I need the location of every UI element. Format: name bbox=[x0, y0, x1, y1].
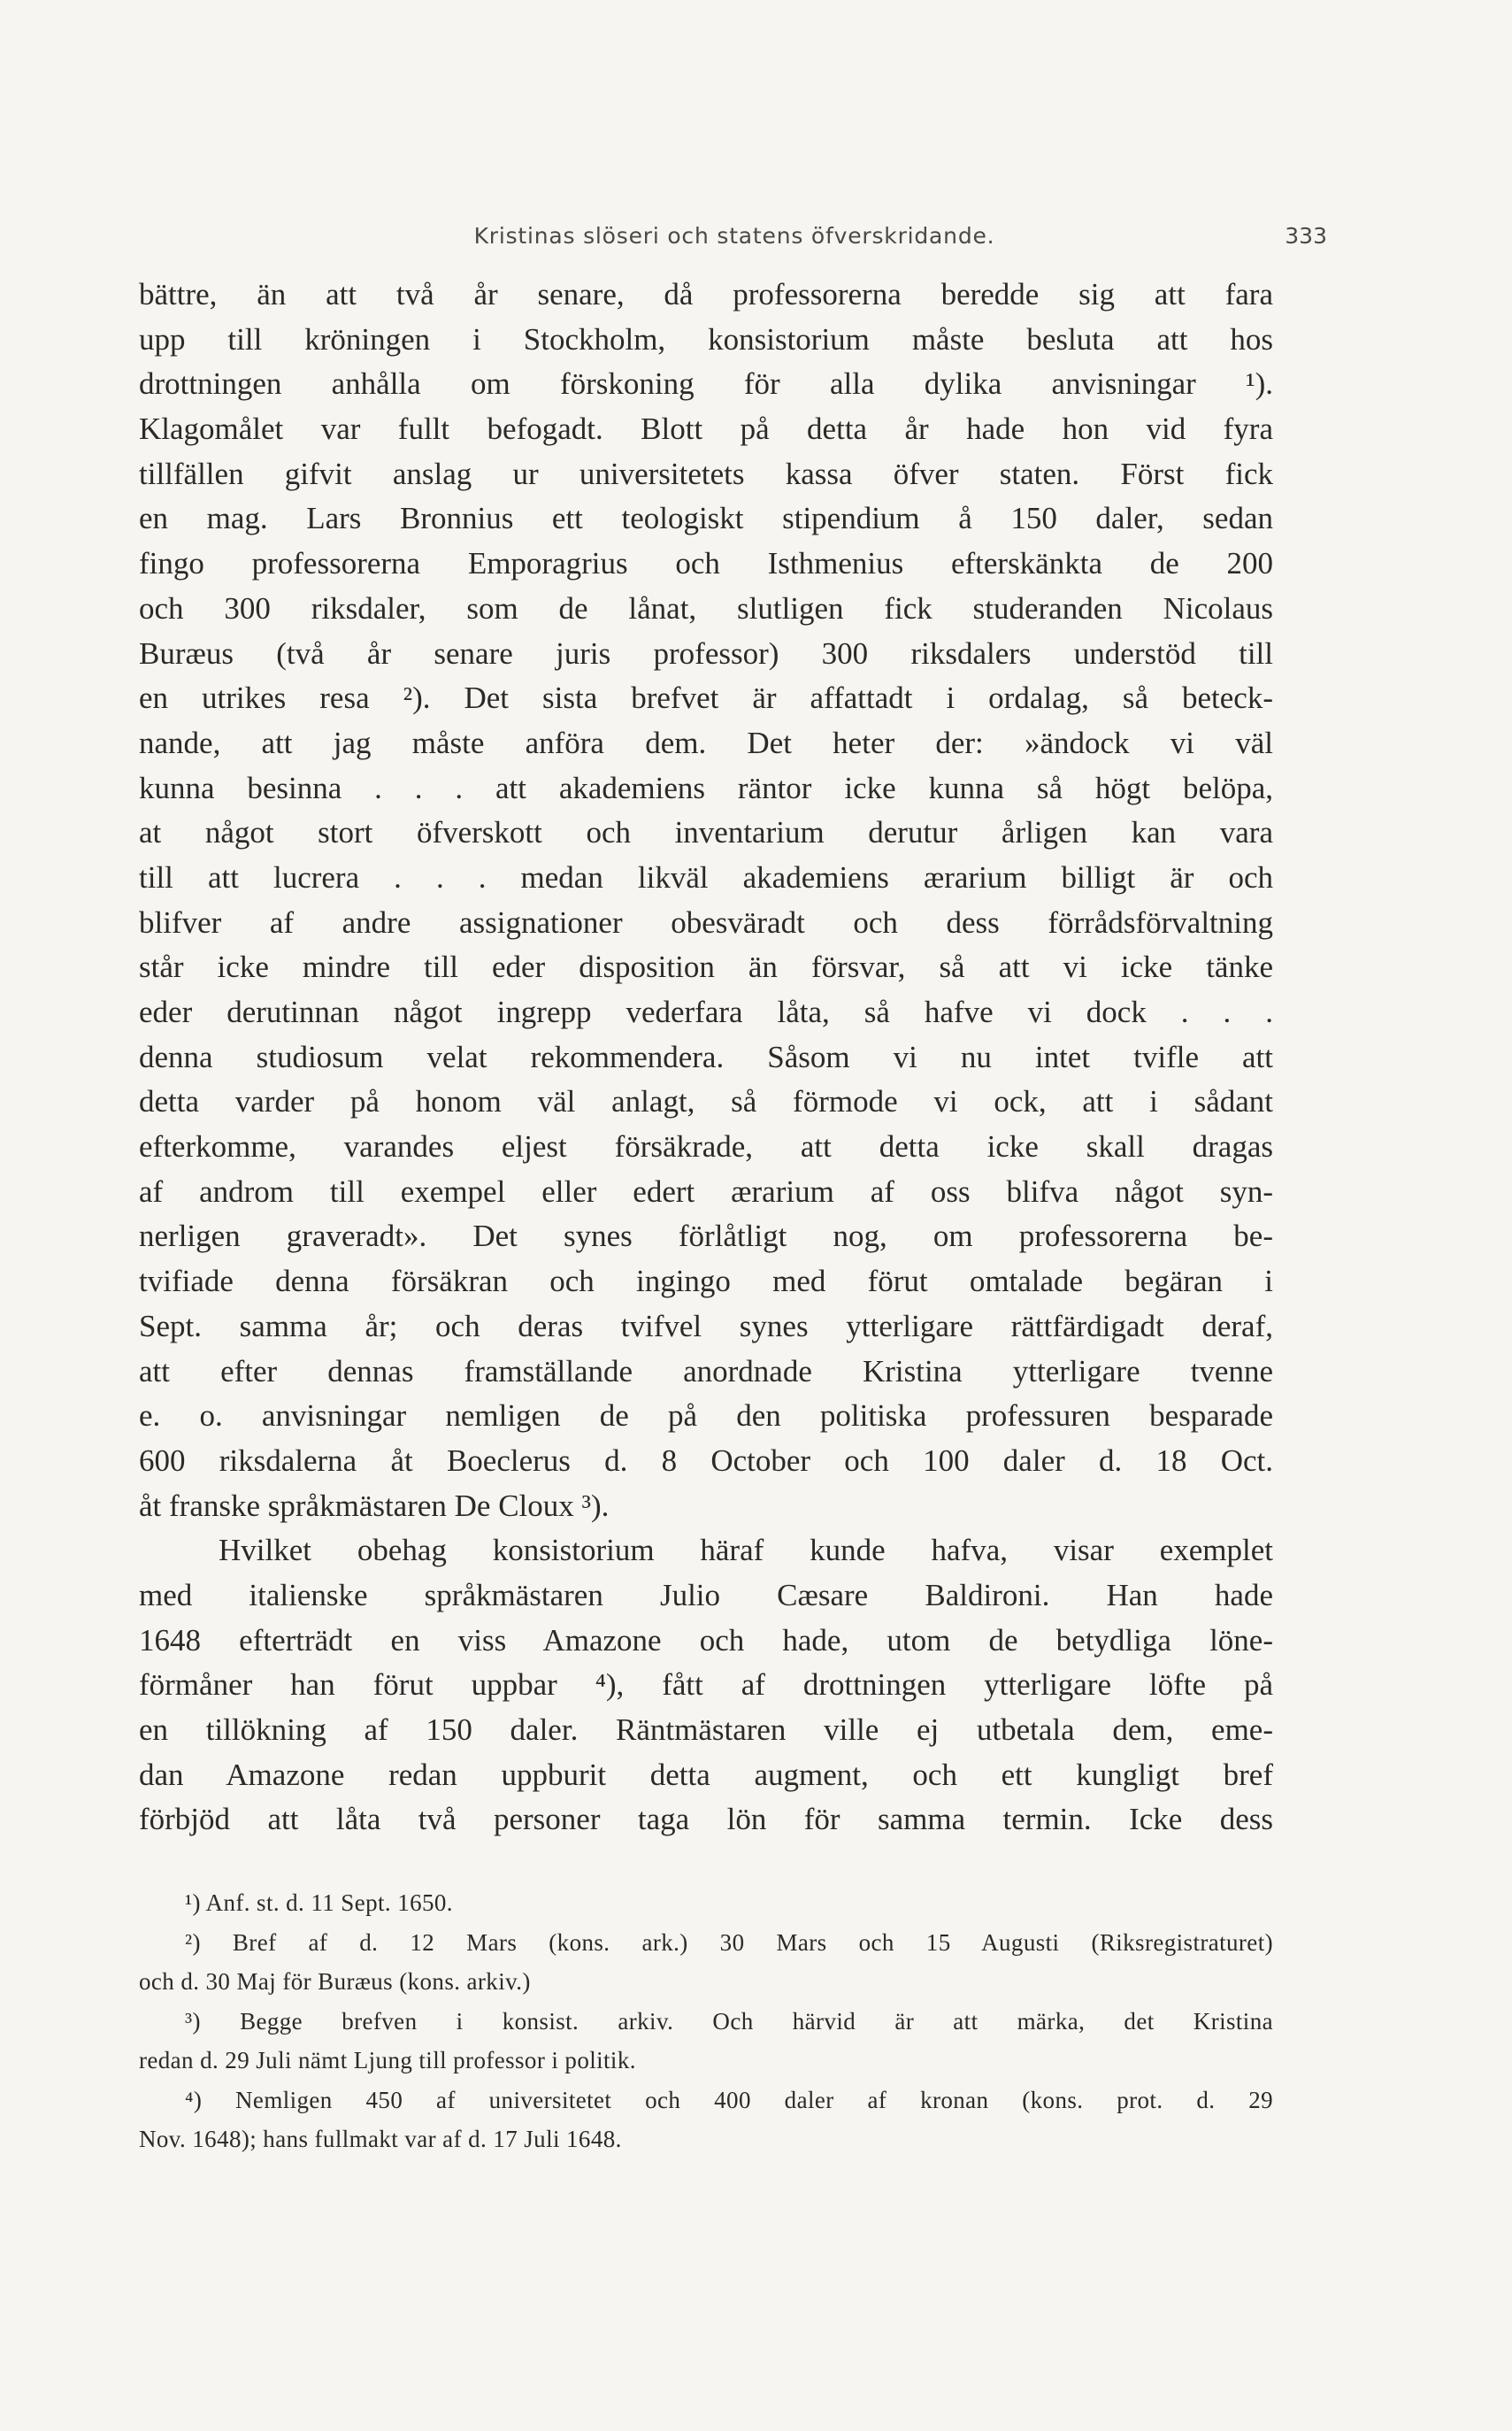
text-line: af androm till exempel eller edert ærarium af oss blifva något syn- bbox=[139, 1173, 1273, 1209]
text-line: tvifiade denna försäkran och ingingo med förut omtalade begäran i bbox=[139, 1264, 1273, 1299]
page-number: 333 bbox=[1285, 223, 1327, 249]
footnote-line: ²) Bref af d. 12 Mars (kons. ark.) 30 Mars och 15 Augusti (Riksregistraturet) bbox=[185, 1928, 1273, 1956]
text-line: nerligen graveradt». Det synes förlåtligt nog, om professorerna be- bbox=[139, 1219, 1273, 1254]
text-line: åt franske språkmästaren De Cloux ³). bbox=[139, 1488, 610, 1523]
text-line: efterkomme, varandes eljest försäkrade, att detta icke skall dragas bbox=[139, 1129, 1273, 1165]
text-line: en mag. Lars Bronnius ett teologiskt stipendium å 150 daler, sedan bbox=[139, 501, 1273, 536]
text-line: kunna besinna . . . att akademiens räntor icke kunna så högt belöpa, bbox=[139, 770, 1273, 805]
text-line: nande, att jag måste anföra dem. Det heter der: »ändock vi väl bbox=[139, 725, 1273, 760]
text-line: upp till kröningen i Stockholm, konsistorium måste besluta att hos bbox=[139, 321, 1273, 357]
text-line: förbjöd att låta två personer taga lön för samma termin. Icke dess bbox=[139, 1802, 1273, 1837]
text-line: at något stort öfverskott och inventarium derutur årligen kan vara bbox=[139, 815, 1273, 850]
footnote-line: ⁴) Nemligen 450 af universitetet och 400 daler af kronan (kons. prot. d. 29 bbox=[185, 2086, 1273, 2113]
footnote-line: ³) Begge brefven i konsist. arkiv. Och härvid är att märka, det Kristina bbox=[185, 2007, 1273, 2035]
text-line: dan Amazone redan uppburit detta augment, och ett kungligt bref bbox=[139, 1757, 1273, 1792]
text-line: förmåner han förut uppbar ⁴), fått af drottningen ytterligare löfte på bbox=[139, 1667, 1273, 1703]
text-line: att efter dennas framställande anordnade Kristina ytterligare tvenne bbox=[139, 1353, 1273, 1389]
footnotes bbox=[139, 1883, 1273, 2159]
text-line: drottningen anhålla om förskoning för alla dylika anvisningar ¹). bbox=[139, 366, 1273, 402]
text-line: eder derutinnan något ingrepp vederfara låta, så hafve vi dock . . . bbox=[139, 995, 1273, 1029]
text-line: bättre, än att två år senare, då professorerna beredde sig att fara bbox=[139, 277, 1273, 312]
text-line: fingo professorerna Emporagrius och Isthmenius efterskänkta de 200 bbox=[139, 546, 1273, 581]
text-line: och 300 riksdaler, som de lånat, slutligen fick studeranden Nicolaus bbox=[139, 590, 1273, 626]
footnote-line: Nov. 1648); hans fullmakt var af d. 17 Juli 1648. bbox=[139, 2126, 622, 2152]
page-header bbox=[142, 223, 1327, 258]
text-line: med italienske språkmästaren Julio Cæsare Baldironi. Han hade bbox=[139, 1577, 1273, 1612]
text-line: till att lucrera . . . medan likväl akademiens ærarium billigt är och bbox=[139, 859, 1273, 895]
text-line: står icke mindre till eder disposition än försvar, så att vi icke tänke bbox=[139, 950, 1273, 985]
text-line: denna studiosum velat rekommendera. Såsom vi nu intet tvifle att bbox=[139, 1039, 1273, 1074]
text-line: 600 riksdalerna åt Boeclerus d. 8 October och 100 daler d. 18 Oct. bbox=[139, 1442, 1273, 1478]
body-text bbox=[139, 273, 1273, 1842]
text-line: tillfällen gifvit anslag ur universitetets kassa öfver staten. Först fick bbox=[139, 456, 1273, 491]
footnote-line: ¹) Anf. st. d. 11 Sept. 1650. bbox=[185, 1889, 453, 1916]
text-line: e. o. anvisningar nemligen de på den politiska professuren besparade bbox=[139, 1398, 1273, 1434]
footnote-line: och d. 30 Maj för Buræus (kons. arkiv.) bbox=[139, 1968, 531, 1995]
text-line: blifver af andre assignationer obesväradt och dess förrådsförvaltning bbox=[139, 904, 1273, 940]
text-line: Klagomålet var fullt befogadt. Blott på detta år hade hon vid fyra bbox=[139, 412, 1273, 447]
running-head: Kristinas slöseri och statens öfverskridande. bbox=[473, 223, 995, 249]
footnote-line: redan d. 29 Juli nämt Ljung till professor i politik. bbox=[139, 2047, 636, 2073]
text-line: Sept. samma år; och deras tvifvel synes ytterligare rättfärdigadt deraf, bbox=[139, 1308, 1273, 1343]
text-line: detta varder på honom väl anlagt, så förmode vi ock, att i sådant bbox=[139, 1084, 1273, 1119]
text-line: 1648 efterträdt en viss Amazone och hade, utom de betydliga löne- bbox=[139, 1622, 1273, 1658]
text-line: Hvilket obehag konsistorium häraf kunde hafva, visar exemplet bbox=[219, 1533, 1273, 1568]
text-line: Buræus (två år senare juris professor) 300 riksdalers understöd till bbox=[139, 635, 1273, 671]
text-line: en tillökning af 150 daler. Räntmästaren ville ej utbetala dem, eme- bbox=[139, 1712, 1273, 1747]
text-line: en utrikes resa ²). Det sista brefvet är affattadt i ordalag, så beteck- bbox=[139, 681, 1273, 716]
